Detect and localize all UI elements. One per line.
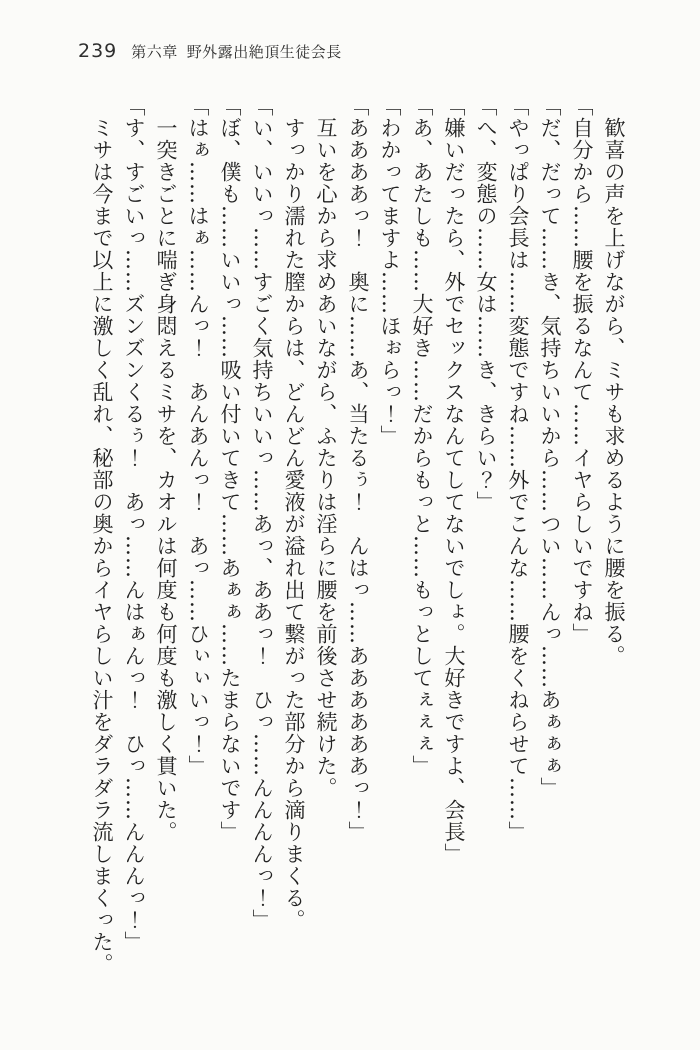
text-line: 互いを心から求めあいながら、ふたりは淫らに腰を前後させ続けた。 [314,95,338,799]
text-line: 「ぼ、僕も……いいっ……吸い付いてきて……あぁぁ……たまらないです」 [218,95,242,843]
text-line: 歓喜の声を上げながら、ミサも求めるように腰を振る。 [602,95,626,667]
text-line: 一突きごとに喘ぎ身悶えるミサを、カオルは何度も何度も激しく貫いた。 [154,95,178,843]
text-line: 「す、すごいっ……ズンズンくるぅ！ あっ……んはぁんっ！ ひっ……んんんっ！」 [122,95,146,953]
text-line: 「わかってますよ……ほぉらっ！」 [378,95,402,447]
page-header [78,40,342,62]
text-body [86,95,630,995]
text-line: 「嫌いだったら、外でセックスなんてしてないでしょ。大好きですよ、会長」 [442,95,466,865]
text-line: 「だ、だって……き、気持ちいいから……つい……んっ……あぁぁぁ」 [538,95,562,799]
page-number: 239 [78,40,118,62]
chapter-title: 野外露出絶頂生徒会長 [186,43,342,61]
text-line: 「へ、変態の……女は……き、きらい？」 [474,95,498,513]
text-line: ミサは今まで以上に激しく乱れ、秘部の奥からイヤらしい汁をダラダラ流しまくった。 [90,95,114,975]
text-line: すっかり濡れた膣からは、どんどん愛液が溢れ出て繋がった部分から滴りまくる。 [282,95,306,931]
text-line: 「あ、あたしも……大好き……だからもっと……もっとしてぇぇぇ」 [410,95,434,777]
text-line: 「やっぱり会長は……変態ですね……外でこんな……腰をくねらせて……」 [506,95,530,843]
text-line: 「はぁ……はぁ……んっ！ あんあんっ！ あっ……ひぃぃいっ！」 [186,95,210,777]
text-line: 「い、いいっ……すごく気持ちいいっ……あっ、ああっ！ ひっ……んんんんっ！」 [250,95,274,931]
chapter-label: 第六章 [131,43,178,61]
text-line: 「自分から……腰を振るなんて……イヤらしいですね」 [570,95,594,645]
text-line: 「ああああっ！ 奥に……あ、当たるぅ！ んはっ……ああああああっ！」 [346,95,370,843]
chapter-heading [131,41,342,62]
